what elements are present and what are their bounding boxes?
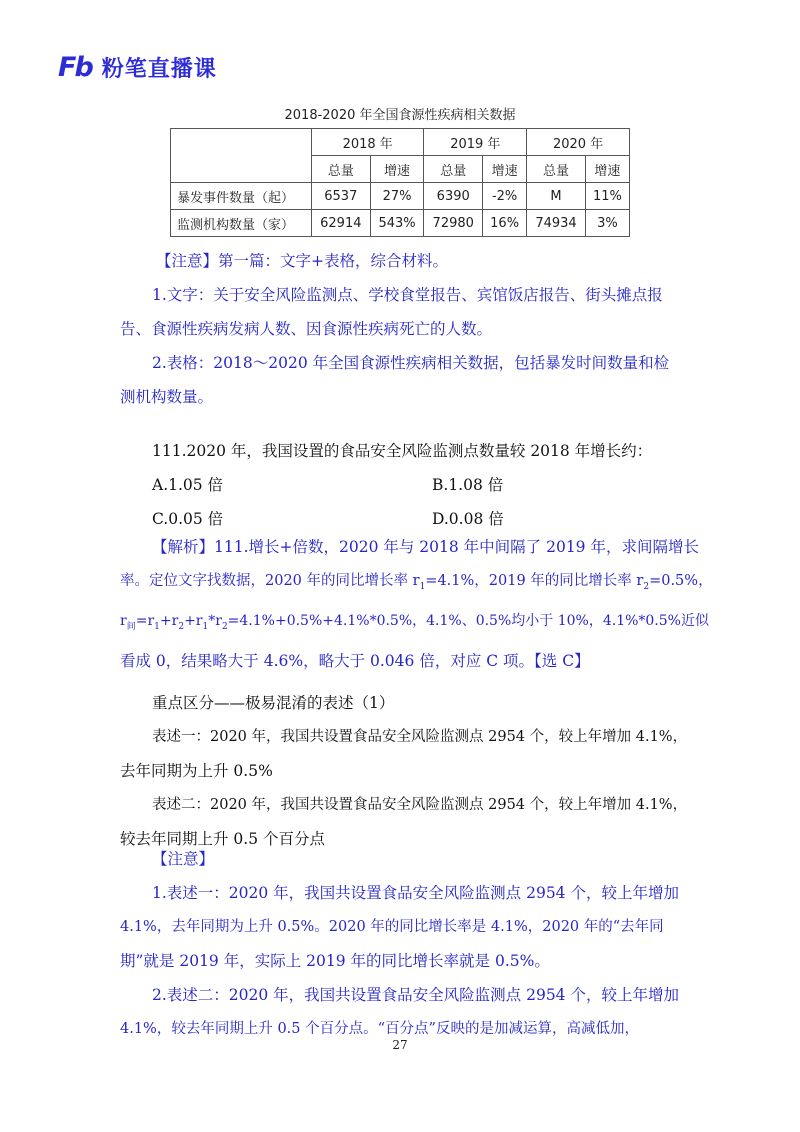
text-run: =4.1%+0.5%+4.1%*0.5%，4.1%、0.5%均小于 10%，4.1%*0.5%近似: [227, 612, 709, 629]
table-cell: 72980: [424, 210, 483, 237]
note-heading: 【注意】第一篇：文字+表格，综合材料。: [156, 252, 448, 270]
analysis-formula: [120, 604, 709, 644]
table-cell: 543%: [370, 210, 424, 237]
table-cell: M: [527, 183, 586, 210]
note-text: 2.表述二：2020 年，我国共设置食品安全风险监测点 2954 个，较上年增加: [152, 986, 679, 1004]
subheader-cell: 总量: [527, 156, 586, 183]
text-run: =0.5%，: [649, 573, 713, 589]
table-title: 2018-2020 年全国食源性疾病相关数据: [284, 108, 516, 123]
subscript: 1: [154, 621, 160, 632]
note-section-2: [120, 842, 680, 1046]
subscript: 2: [643, 581, 650, 592]
table-cell: 6537: [312, 183, 371, 210]
note-text: 期”就是 2019 年，实际上 2019 年的同比增长率就是 0.5%。: [120, 952, 550, 970]
table-row: [171, 210, 630, 237]
year-header: 2018 年: [312, 129, 424, 156]
note-text: 2.表格：2018～2020 年全国食源性疾病相关数据，包括暴发时间数量和检: [152, 354, 670, 372]
note-text: 4.1%，去年同期为上升 0.5%。2020 年的同比增长率是 4.1%，2020 年的“去年同: [120, 919, 664, 935]
row-label: 暴发事件数量（起）: [171, 183, 312, 210]
table-corner-cell: [171, 129, 312, 183]
text-run: 率。定位文字找数据，2020 年的同比增长率 r: [120, 573, 420, 589]
table-cell: 74934: [527, 210, 586, 237]
row-label: 监测机构数量（家）: [171, 210, 312, 237]
statement-two: 表述二：2020 年，我国共设置食品安全风险监测点 2954 个，较上年增加 4.1%，: [152, 797, 688, 813]
analysis-text: 【解析】111.增长+倍数，2020 年与 2018 年中间隔了 2019 年，求间隔增长: [152, 538, 699, 556]
note-text: 1.文字：关于安全风险监测点、学校食堂报告、宾馆饭店报告、街头摊点报: [152, 286, 663, 304]
table-cell: 16%: [483, 210, 527, 237]
note-text: 测机构数量。: [120, 388, 214, 406]
analysis-text: 看成 0，结果略大于 4.6%，略大于 0.046 倍，对应 C 项。【选 C】: [120, 651, 590, 670]
subheader-cell: 增速: [483, 156, 527, 183]
statement-one: 表述一：2020 年，我国共设置食品安全风险监测点 2954 个，较上年增加 4.1%，: [152, 729, 688, 745]
comparison-section: [120, 686, 688, 856]
text-run: r: [120, 612, 127, 629]
table-cell: 6390: [424, 183, 483, 210]
table-cell: -2%: [483, 183, 527, 210]
note-text: 告、食源性疾病发病人数、因食源性疾病死亡的人数。: [120, 320, 493, 338]
table-header-row: [171, 129, 630, 156]
text-run: +r: [184, 612, 203, 629]
subscript: 间: [126, 621, 136, 632]
subscript: 1: [419, 581, 426, 592]
note-text: 1.表述一：2020 年，我国共设置食品安全风险监测点 2954 个，较上年增加: [152, 884, 679, 902]
subscript: 2: [221, 621, 228, 632]
table-cell: 27%: [370, 183, 424, 210]
year-header: 2019 年: [424, 129, 527, 156]
table-cell: 62914: [312, 210, 371, 237]
subheader-cell: 增速: [585, 156, 629, 183]
option-a: A.1.05 倍: [152, 476, 224, 494]
logo-text: 粉笔直播课: [101, 56, 217, 82]
text-run: =4.1%，2019 年的同比增长率 r: [425, 573, 644, 589]
table-row: [171, 183, 630, 210]
text-run: *r: [208, 612, 222, 629]
note-section-1: [120, 244, 680, 414]
note-heading: 【注意】: [152, 850, 215, 868]
option-row: [120, 468, 680, 502]
page-number: 27: [392, 1038, 408, 1052]
text-run: +r: [159, 612, 179, 629]
year-header: 2020 年: [527, 129, 630, 156]
section-title: 重点区分——极易混淆的表述（1）: [152, 694, 395, 712]
analysis-text: [120, 564, 713, 604]
note-text: 4.1%，较去年同期上升 0.5 个百分点。“百分点”反映的是加减运算，高减低加，: [120, 1021, 639, 1037]
subscript: 1: [202, 621, 209, 632]
data-table: [170, 128, 630, 237]
table-cell: 11%: [585, 183, 629, 210]
option-c: C.0.05 倍: [152, 510, 224, 528]
statement-one-cont: 去年同期为上升 0.5%: [120, 762, 273, 780]
logo-mark: Fb: [58, 51, 92, 83]
statement-two-cont: 较去年同期上升 0.5 个百分点: [120, 830, 326, 848]
table-cell: 3%: [585, 210, 629, 237]
analysis-section: [120, 530, 713, 678]
option-d: D.0.08 倍: [432, 510, 504, 528]
subheader-cell: 增速: [370, 156, 424, 183]
question-stem: 111.2020 年，我国设置的食品安全风险监测点数量较 2018 年增长约：: [152, 442, 653, 460]
subheader-cell: 总量: [312, 156, 371, 183]
subscript: 2: [178, 621, 185, 632]
question-section: [120, 434, 680, 536]
logo: [58, 52, 217, 82]
text-run: =r: [135, 612, 155, 629]
subheader-cell: 总量: [424, 156, 483, 183]
option-b: B.1.08 倍: [432, 476, 504, 494]
